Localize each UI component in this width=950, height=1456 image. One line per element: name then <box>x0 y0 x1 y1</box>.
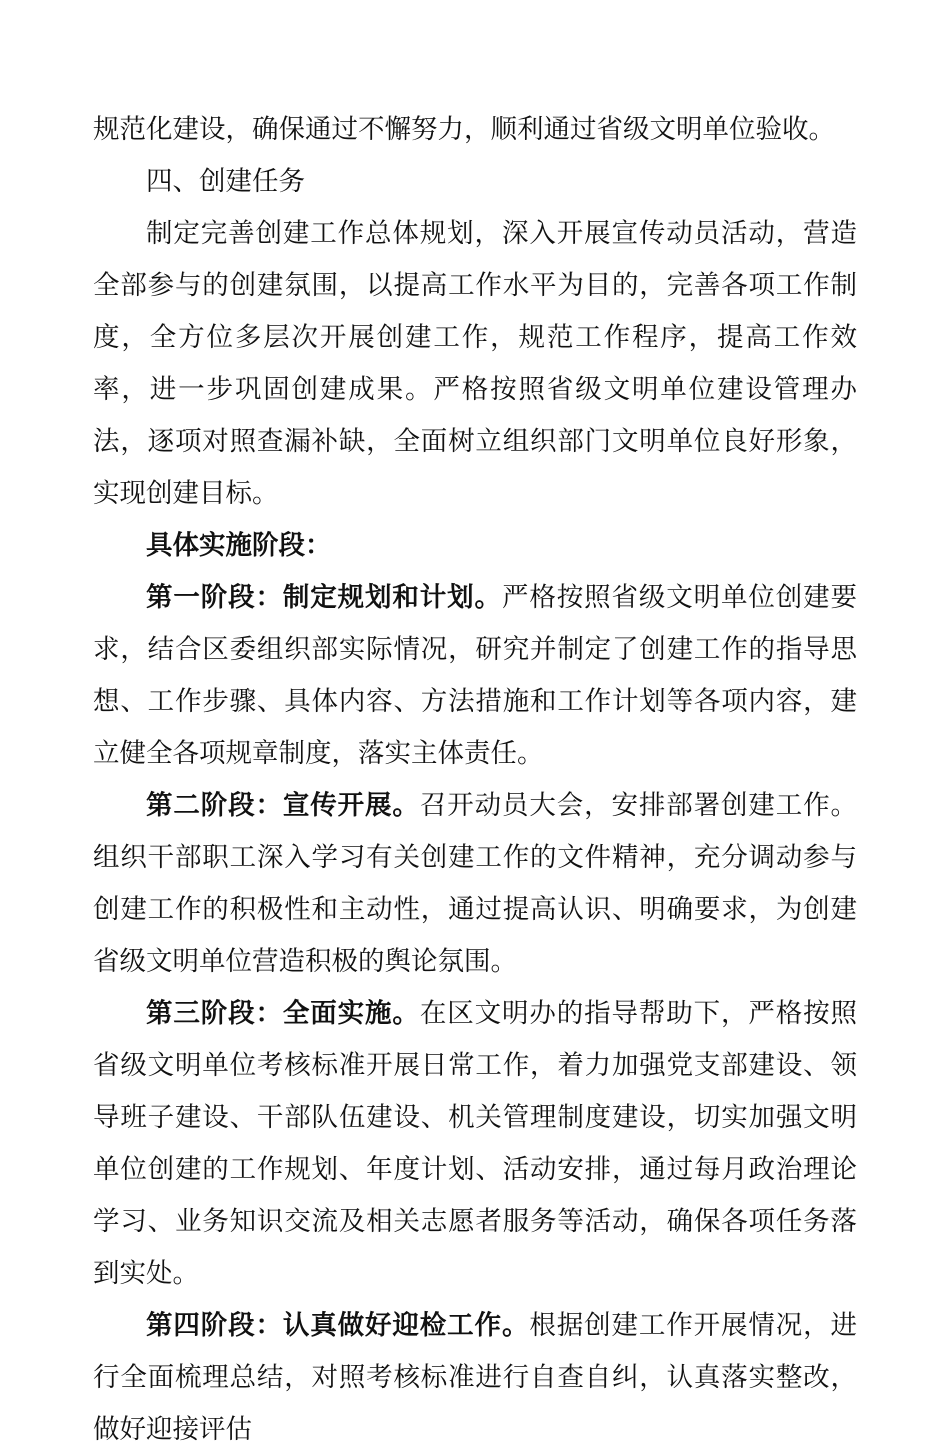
paragraph-stage-4 <box>93 1300 857 1456</box>
paragraph-stage-1 <box>93 572 857 780</box>
stage-3-body: 在区文明办的指导帮助下，严格按照省级文明单位考核标准开展日常工作，着力加强党支部建设、领导班子建设、干部队伍建设、机关管理制度建设，切实加强文明单位创建的工作规划、年度计划、活动安排，通过每月政治理论学习、业务知识交流及相关志愿者服务等活动，确保各项任务落到实处。 <box>93 998 858 1289</box>
stage-1-body: 严格按照省级文明单位创建要求，结合区委组织部实际情况，研究并制定了创建工作的指导思想、工作步骤、具体内容、方法措施和工作计划等各项内容，建立健全各项规章制度，落实主体责任。 <box>93 582 858 769</box>
document-page <box>93 104 857 1456</box>
stage-3-title: 第三阶段：全面实施。 <box>146 998 420 1029</box>
section-heading-tasks: 四、创建任务 <box>146 166 305 197</box>
stage-2-title: 第二阶段：宣传开展。 <box>146 790 420 821</box>
stage-1-title: 第一阶段：制定规划和计划。 <box>146 582 502 613</box>
section-heading-stages: 具体实施阶段： <box>146 530 332 561</box>
stage-4-title: 第四阶段：认真做好迎检工作。 <box>146 1310 530 1341</box>
paragraph-tasks: 制定完善创建工作总体规划，深入开展宣传动员活动，营造全部参与的创建氛围，以提高工作水平为目的，完善各项工作制度，全方位多层次开展创建工作，规范工作程序，提高工作效率，进一步巩固创建成果。严格按照省级文明单位建设管理办法，逐项对照查漏补缺，全面树立组织部门文明单位良好形象，实现创建目标。 <box>93 218 857 509</box>
paragraph-continuation: 规范化建设，确保通过不懈努力，顺利通过省级文明单位验收。 <box>93 114 835 145</box>
stage-4-body: 根据创建工作开展情况，进行全面梳理总结，对照考核标准进行自查自纠，认真落实整改，做好迎接评估 <box>93 1310 858 1445</box>
paragraph-stage-3 <box>93 988 857 1300</box>
paragraph-stage-2 <box>93 780 857 988</box>
stage-2-body: 召开动员大会，安排部署创建工作。组织干部职工深入学习有关创建工作的文件精神，充分调动参与创建工作的积极性和主动性，通过提高认识、明确要求，为创建省级文明单位营造积极的舆论氛围。 <box>93 790 858 977</box>
